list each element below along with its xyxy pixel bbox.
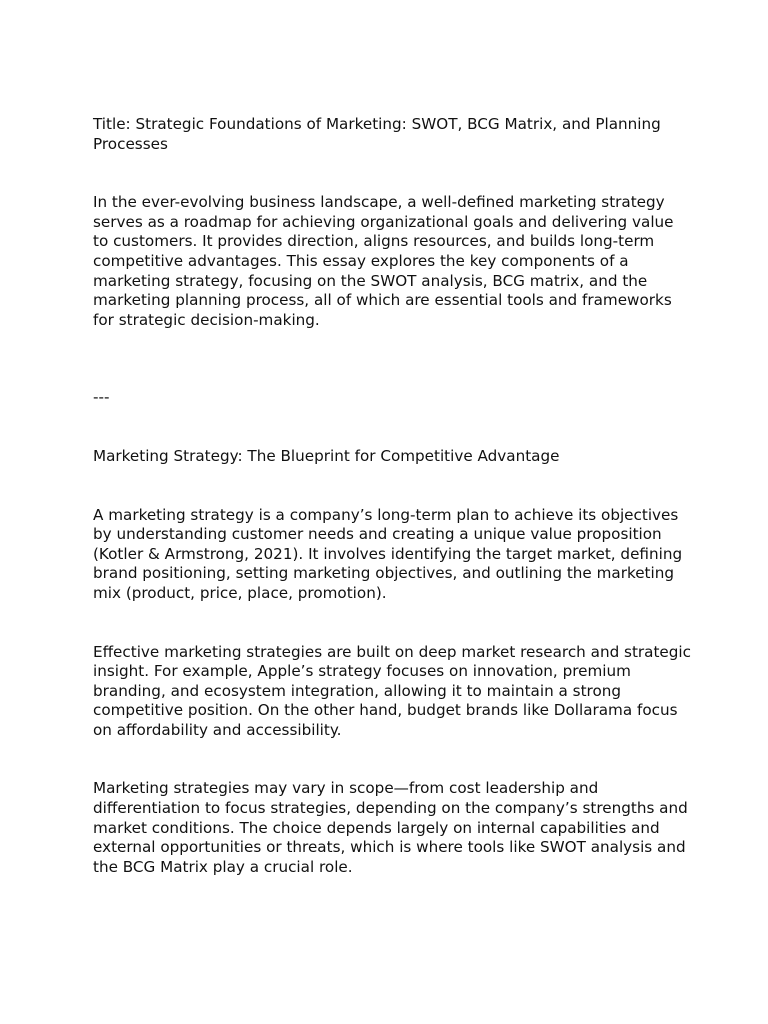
document-title: Title: Strategic Foundations of Marketing: SWOT, BCG Matrix, and Planning Processes: [93, 115, 661, 153]
intro-paragraph: In the ever-evolving business landscape, a well-defined marketing strategy serves as a roadmap for achieving organizational goals and delivering value to customers. It provides direction, aligns resources, and builds long-term competitive advantages. This essay explores the key components of a marketing strategy, focusing on the SWOT analysis, BCG matrix, and the marketing planning process, all of which are essential tools and frameworks for strategic decision-making.: [93, 193, 674, 329]
section-heading: Marketing Strategy: The Blueprint for Competitive Advantage: [93, 446, 560, 465]
body-paragraph-1: A marketing strategy is a company’s long-term plan to achieve its objectives by understanding customer needs and creating a unique value proposition (Kotler & Armstrong, 2021). It involves identifying the target market, defining brand positioning, setting marketing objectives, and outlining the marketing mix (product, price, place, promotion).: [93, 505, 683, 602]
document-page: [93, 115, 693, 877]
body-paragraph-2: Effective marketing strategies are built on deep market research and strategic insight. For example, Apple’s strategy focuses on innovation, premium branding, and ecosystem integration, allowing it to maintain a strong competitive position. On the other hand, budget brands like Dollarama focus on affordability and accessibility.: [93, 642, 691, 739]
section-separator: ---: [93, 388, 110, 407]
body-paragraph-3: Marketing strategies may vary in scope—from cost leadership and differentiation to focus strategies, depending on the company’s strengths and market conditions. The choice depends largely on internal capabilities and external opportunities or threats, which is where tools like SWOT analysis and the BCG Matrix play a crucial role.: [93, 779, 688, 876]
